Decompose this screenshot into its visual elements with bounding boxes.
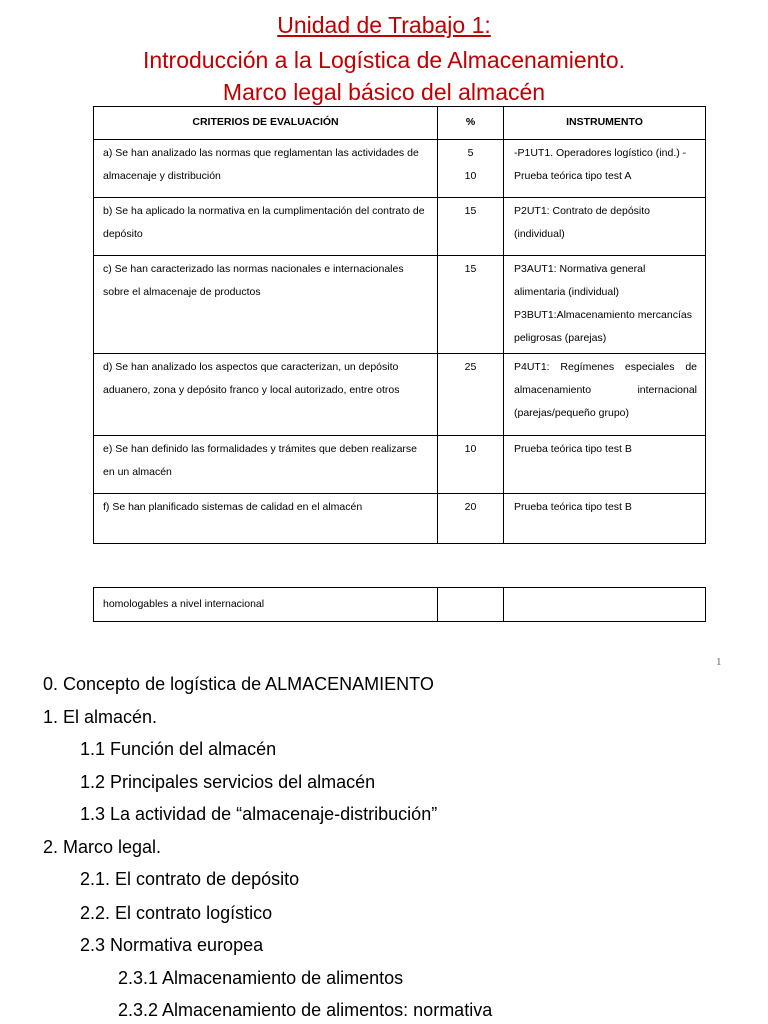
unit-title: Unidad de Trabajo 1:: [277, 12, 491, 38]
unit-subtitle: Introducción a la Logística de Almacenamiento.: [142, 47, 625, 73]
header-percent: %: [438, 107, 504, 140]
instrument-cell: Prueba teórica tipo test B: [504, 494, 706, 544]
table-row: [94, 436, 706, 494]
table-row: [94, 354, 706, 436]
outline-item-2-3-2: 2.3.2 Almacenamiento de alimentos: normativa: [118, 1000, 493, 1020]
header-criteria: CRITERIOS DE EVALUACIÓN: [94, 107, 438, 140]
outline-item-0: 0. Concepto de logística de ALMACENAMIENTO: [43, 674, 434, 694]
percent-cell: 20: [438, 494, 504, 544]
outline-item-2-2: 2.2. El contrato logístico: [80, 903, 273, 923]
criterion-cell: b) Se ha aplicado la normativa en la cumplimentación del contrato de depósito: [94, 198, 438, 256]
outline-item-1-3: 1.3 La actividad de “almacenaje-distribución”: [80, 804, 438, 824]
percent-cell: 25: [438, 354, 504, 436]
instrument-cell: [504, 588, 706, 622]
criterion-cell: d) Se han analizado los aspectos que caracterizan, un depósito aduanero, zona y depósito franco y local autorizado, entre otros: [94, 354, 438, 436]
criterion-cell: f) Se han planificado sistemas de calidad en el almacén: [94, 494, 438, 544]
percent-cell: 15: [438, 198, 504, 256]
criterion-cell: a) Se han analizado las normas que reglamentan las actividades de almacenaje y distribución: [94, 140, 438, 198]
outline-item-1: 1. El almacén.: [43, 707, 158, 727]
header-instrument: INSTRUMENTO: [504, 107, 706, 140]
unit-subtitle-legal: Marco legal básico del almacén: [222, 79, 546, 105]
criterion-cell: c) Se han caracterizado las normas nacionales e internacionales sobre el almacenaje de productos: [94, 256, 438, 354]
outline-item-1-1: 1.1 Función del almacén: [80, 739, 277, 759]
percent-cell: [438, 588, 504, 622]
criterion-cell: e) Se han definido las formalidades y trámites que deben realizarse en un almacén: [94, 436, 438, 494]
table-row: [94, 198, 706, 256]
table-row: [94, 140, 706, 198]
percent-cell: 5 10: [438, 140, 504, 198]
evaluation-criteria-table: [93, 106, 706, 544]
instrument-cell: -P1UT1. Operadores logístico (ind.) -Prueba teórica tipo test A: [504, 140, 706, 198]
outline-item-2-3: 2.3 Normativa europea: [80, 935, 264, 955]
table-row: [94, 494, 706, 544]
outline-item-2-3-1: 2.3.1 Almacenamiento de alimentos: [118, 968, 404, 988]
table-row: [94, 588, 706, 622]
instrument-cell: P4UT1: Regímenes especiales de almacenamiento internacional (parejas/pequeño grupo): [504, 354, 706, 436]
outline-item-1-2: 1.2 Principales servicios del almacén: [80, 772, 376, 792]
instrument-cell: P2UT1: Contrato de depósito (individual): [504, 198, 706, 256]
continuation-table: [93, 587, 706, 622]
criterion-cell: homologables a nivel internacional: [94, 588, 438, 622]
table-row: [94, 256, 706, 354]
outline-item-2-1: 2.1. El contrato de depósito: [80, 869, 300, 889]
page-number: 1: [716, 656, 722, 668]
percent-cell: 15: [438, 256, 504, 354]
outline-item-2: 2. Marco legal.: [43, 837, 162, 857]
table-header-row: [94, 107, 706, 140]
instrument-cell: P3AUT1: Normativa general alimentaria (individual) P3BUT1:Almacenamiento mercancías peligrosas (parejas): [504, 256, 706, 354]
instrument-cell: Prueba teórica tipo test B: [504, 436, 706, 494]
percent-cell: 10: [438, 436, 504, 494]
